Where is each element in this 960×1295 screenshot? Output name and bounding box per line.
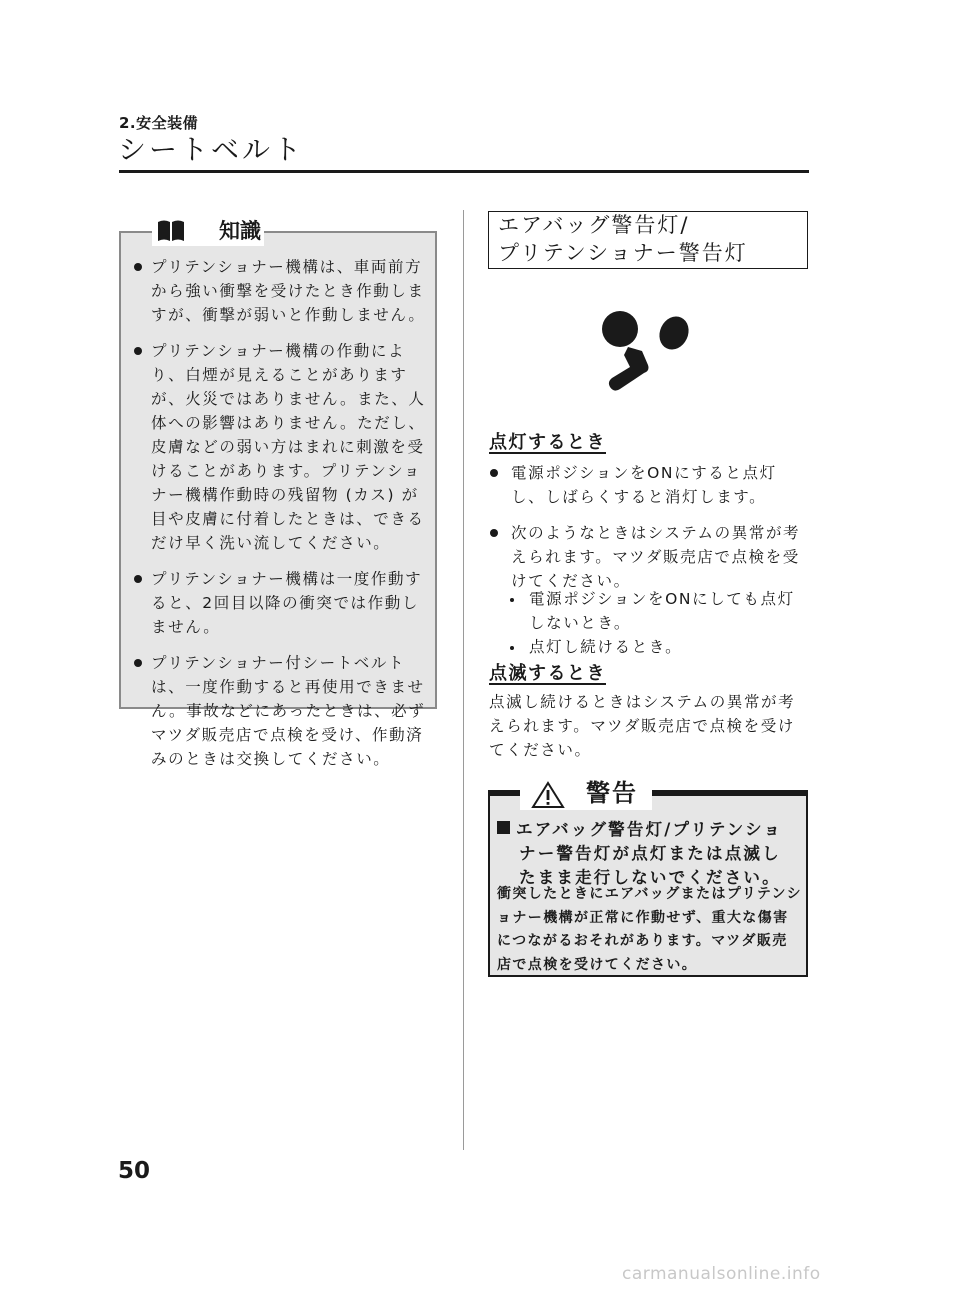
knowledge-list <box>127 255 433 783</box>
page-title: シートベルト <box>118 133 305 166</box>
list-item: 次のようなときはシステムの異常が考えられます。マツダ販売店で点検を受けてください。 <box>489 521 809 593</box>
bullet-icon <box>134 263 142 271</box>
warning-title: 警告 <box>586 779 638 807</box>
list-item: プリテンショナー付シートベルトは、一度作動すると再使用できません。事故などにあったときは、必ずマツダ販売店で点検を受け、作動済みのときは交換してください。 <box>127 651 433 771</box>
list-item: プリテンショナー機構は一度作動すると、2回目以降の衝突では作動しません。 <box>127 567 433 639</box>
list-item: プリテンショナー機構は、車両前方から強い衝撃を受けたとき作動しますが、衝撃が弱いと作動しません。 <box>127 255 433 327</box>
warning-headline: エアバッグ警告灯/プリテンショ ナー警告灯が点灯または点滅し たまま走行しないでください。 <box>497 818 803 890</box>
watermark: carmanualsonline.info <box>622 1264 821 1284</box>
bullet-icon <box>134 347 142 355</box>
section-label: 2.安全装備 <box>119 114 199 132</box>
list-item: 電源ポジションをONにすると点灯し、しばらくすると消灯します。 <box>489 461 809 509</box>
lamp-title-line-1: エアバッグ警告灯/ <box>498 213 690 237</box>
lit-heading: 点灯するとき <box>489 432 606 453</box>
small-bullet-icon <box>510 598 514 602</box>
page-number: 50 <box>118 1158 151 1184</box>
blink-text: 点滅し続けるときはシステムの異常が考えられます。マツダ販売店で点検を受けてください。 <box>489 693 796 759</box>
book-icon <box>157 219 185 243</box>
header-rule <box>119 170 809 173</box>
list-item: 点灯し続けるとき。 <box>505 635 810 659</box>
list-item: 電源ポジションをONにしても点灯しないとき。 <box>505 587 810 635</box>
lit-sub-list <box>505 587 810 659</box>
list-item: プリテンショナー機構の作動により、白煙が見えることがありますが、火災ではありません。また、人体への影響はありません。ただし、皮膚などの弱い方はまれに刺激を受けることがあります。プリテンショナー機構作動時の残留物 (カス) が目や皮膚に付着したときは、できるだけ早く洗い流してください。 <box>127 339 433 555</box>
airbag-warning-icon <box>600 307 694 393</box>
lit-list <box>489 461 809 605</box>
bullet-icon <box>490 469 498 477</box>
square-bullet-icon <box>497 821 510 834</box>
bullet-icon <box>134 575 142 583</box>
small-bullet-icon <box>510 646 514 650</box>
blink-heading: 点滅するとき <box>489 663 606 684</box>
bullet-icon <box>490 529 498 537</box>
warning-body: 衝突したときにエアバッグまたはプリテンショナー機構が正常に作動せず、重大な傷害につながるおそれがあります。マツダ販売店で点検を受けてください。 <box>497 886 802 973</box>
knowledge-title: 知識 <box>219 219 261 243</box>
column-divider <box>463 210 464 1150</box>
warning-triangle-icon <box>531 781 565 809</box>
bullet-icon <box>134 659 142 667</box>
lamp-title-line-2: プリテンショナー警告灯 <box>498 241 748 265</box>
